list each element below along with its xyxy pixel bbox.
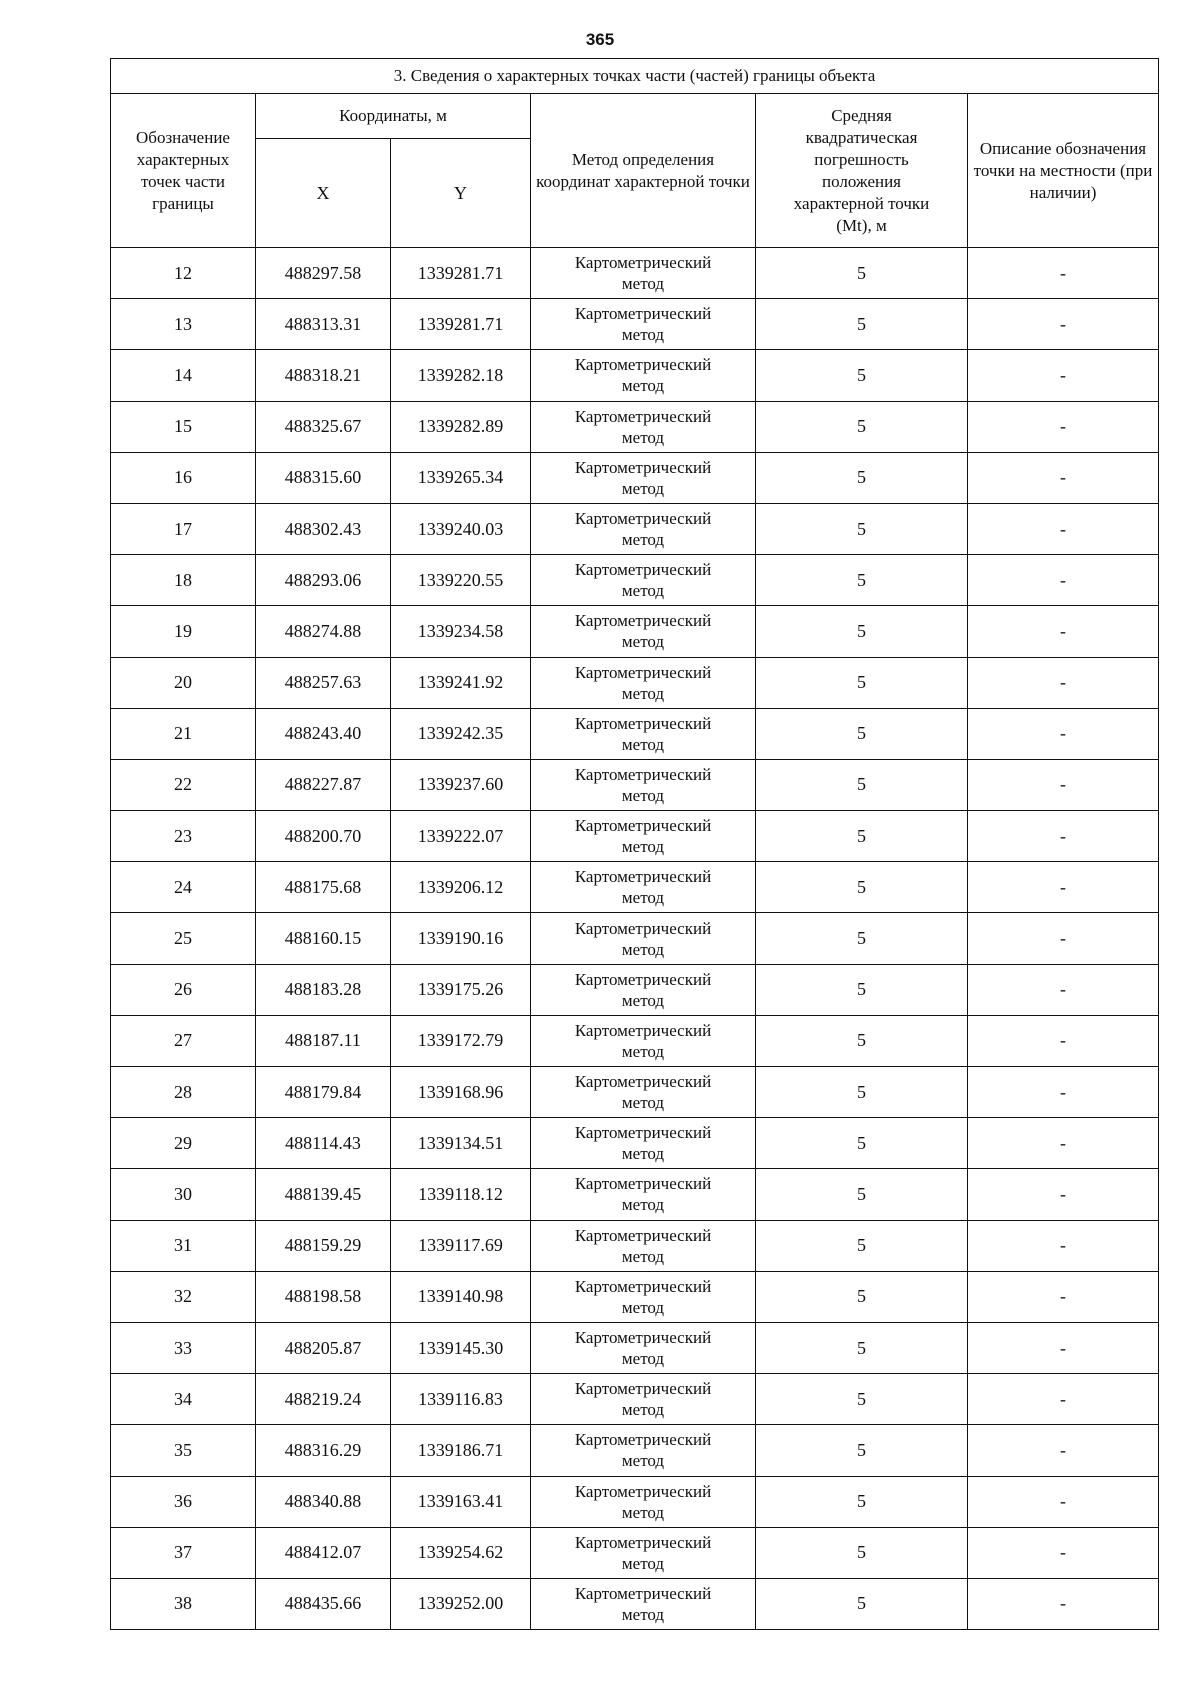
accuracy-cell: 5 (756, 1425, 968, 1476)
table-row (111, 1118, 1159, 1169)
table-row (111, 811, 1159, 862)
method-text-line: Картометрический (574, 816, 712, 836)
method-text-line: Картометрический (574, 560, 712, 580)
y-coordinate-cell: 1339220.55 (391, 555, 531, 606)
point-number-cell: 24 (111, 862, 256, 913)
y-coordinate-cell: 1339242.35 (391, 708, 531, 759)
description-cell: - (968, 1220, 1159, 1271)
method-text-line: метод (621, 1502, 665, 1522)
x-coordinate-cell: 488274.88 (256, 606, 391, 657)
x-coordinate-cell: 488160.15 (256, 913, 391, 964)
accuracy-cell: 5 (756, 1067, 968, 1118)
method-cell (531, 1322, 756, 1373)
y-coordinate-cell: 1339134.51 (391, 1118, 531, 1169)
method-text-line: Картометрический (574, 355, 712, 375)
table-row (111, 1067, 1159, 1118)
method-cell (531, 401, 756, 452)
method-text-line: Картометрический (574, 611, 712, 631)
table-row (111, 913, 1159, 964)
table-row (111, 1220, 1159, 1271)
method-cell (531, 1476, 756, 1527)
x-coordinate-cell: 488316.29 (256, 1425, 391, 1476)
method-text-line: метод (621, 1451, 665, 1471)
x-coordinate-cell: 488179.84 (256, 1067, 391, 1118)
point-number-cell: 14 (111, 350, 256, 401)
method-text-line: метод (621, 530, 665, 550)
method-cell (531, 350, 756, 401)
accuracy-cell: 5 (756, 1578, 968, 1629)
header-accuracy-line: Средняя (831, 105, 892, 125)
x-coordinate-cell: 488114.43 (256, 1118, 391, 1169)
description-cell: - (968, 1527, 1159, 1578)
method-cell (531, 862, 756, 913)
method-text-line: Картометрический (574, 304, 712, 324)
header-y: Y (391, 139, 531, 248)
header-accuracy (756, 94, 968, 248)
table-row (111, 708, 1159, 759)
y-coordinate-cell: 1339118.12 (391, 1169, 531, 1220)
header-coordinates: Координаты, м (256, 94, 531, 139)
x-coordinate-cell: 488219.24 (256, 1374, 391, 1425)
table-body (111, 248, 1159, 1630)
method-text-line: Картометрический (574, 662, 712, 682)
method-text-line: Картометрический (574, 1379, 712, 1399)
accuracy-cell: 5 (756, 248, 968, 299)
method-cell (531, 606, 756, 657)
method-text-line: Картометрический (574, 713, 712, 733)
y-coordinate-cell: 1339282.89 (391, 401, 531, 452)
description-cell: - (968, 657, 1159, 708)
method-cell (531, 1220, 756, 1271)
method-text-line: Картометрический (574, 1225, 712, 1245)
x-coordinate-cell: 488227.87 (256, 759, 391, 810)
point-number-cell: 12 (111, 248, 256, 299)
y-coordinate-cell: 1339234.58 (391, 606, 531, 657)
description-cell: - (968, 1067, 1159, 1118)
method-cell (531, 708, 756, 759)
description-cell: - (968, 248, 1159, 299)
y-coordinate-cell: 1339254.62 (391, 1527, 531, 1578)
method-cell (531, 913, 756, 964)
table-row (111, 503, 1159, 554)
x-coordinate-cell: 488297.58 (256, 248, 391, 299)
header-method: Метод определения координат характерной точки (531, 94, 756, 248)
description-cell: - (968, 503, 1159, 554)
header-accuracy-line: положения (821, 171, 901, 191)
accuracy-cell: 5 (756, 452, 968, 503)
method-text-line: Картометрический (574, 1430, 712, 1450)
y-coordinate-cell: 1339282.18 (391, 350, 531, 401)
accuracy-cell: 5 (756, 1169, 968, 1220)
method-cell (531, 759, 756, 810)
header-accuracy-line: характерной точки (793, 193, 930, 213)
y-coordinate-cell: 1339140.98 (391, 1271, 531, 1322)
accuracy-cell: 5 (756, 811, 968, 862)
header-accuracy-line: (Mt), м (836, 215, 887, 235)
point-number-cell: 27 (111, 1015, 256, 1066)
table-row (111, 1527, 1159, 1578)
method-cell (531, 1169, 756, 1220)
x-coordinate-cell: 488175.68 (256, 862, 391, 913)
point-number-cell: 32 (111, 1271, 256, 1322)
method-text-line: Картометрический (574, 1123, 712, 1143)
point-number-cell: 28 (111, 1067, 256, 1118)
table-row (111, 759, 1159, 810)
table-row (111, 1578, 1159, 1629)
accuracy-cell: 5 (756, 862, 968, 913)
point-number-cell: 25 (111, 913, 256, 964)
method-text-line: Картометрический (574, 1328, 712, 1348)
method-text-line: метод (621, 1093, 665, 1113)
accuracy-cell: 5 (756, 401, 968, 452)
point-number-cell: 37 (111, 1527, 256, 1578)
method-cell (531, 657, 756, 708)
method-text-line: метод (621, 478, 665, 498)
x-coordinate-cell: 488257.63 (256, 657, 391, 708)
point-number-cell: 30 (111, 1169, 256, 1220)
y-coordinate-cell: 1339206.12 (391, 862, 531, 913)
table-row (111, 862, 1159, 913)
point-number-cell: 19 (111, 606, 256, 657)
point-number-cell: 26 (111, 964, 256, 1015)
header-designation: Обозначение характерных точек части границы (111, 94, 256, 248)
method-text-line: метод (621, 939, 665, 959)
x-coordinate-cell: 488318.21 (256, 350, 391, 401)
method-text-line: метод (621, 1195, 665, 1215)
accuracy-cell: 5 (756, 1271, 968, 1322)
method-text-line: метод (621, 581, 665, 601)
x-coordinate-cell: 488200.70 (256, 811, 391, 862)
accuracy-cell: 5 (756, 657, 968, 708)
y-coordinate-cell: 1339237.60 (391, 759, 531, 810)
description-cell: - (968, 913, 1159, 964)
table-row (111, 350, 1159, 401)
method-cell (531, 503, 756, 554)
accuracy-cell: 5 (756, 759, 968, 810)
table-row (111, 1425, 1159, 1476)
point-number-cell: 18 (111, 555, 256, 606)
x-coordinate-cell: 488302.43 (256, 503, 391, 554)
description-cell: - (968, 350, 1159, 401)
method-cell (531, 811, 756, 862)
y-coordinate-cell: 1339240.03 (391, 503, 531, 554)
point-number-cell: 33 (111, 1322, 256, 1373)
y-coordinate-cell: 1339281.71 (391, 299, 531, 350)
method-text-line: Картометрический (574, 1276, 712, 1296)
method-text-line: метод (621, 1041, 665, 1061)
method-cell (531, 1015, 756, 1066)
point-number-cell: 29 (111, 1118, 256, 1169)
method-text-line: метод (621, 837, 665, 857)
page-number: 365 (585, 30, 615, 49)
method-text-line: метод (621, 1246, 665, 1266)
table-row (111, 452, 1159, 503)
accuracy-cell: 5 (756, 708, 968, 759)
method-text-line: метод (621, 376, 665, 396)
method-cell (531, 1271, 756, 1322)
x-coordinate-cell: 488159.29 (256, 1220, 391, 1271)
table-row (111, 401, 1159, 452)
description-cell: - (968, 759, 1159, 810)
method-text-line: метод (621, 427, 665, 447)
accuracy-cell: 5 (756, 1527, 968, 1578)
method-text-line: Картометрический (574, 457, 712, 477)
y-coordinate-cell: 1339281.71 (391, 248, 531, 299)
point-number-cell: 22 (111, 759, 256, 810)
description-cell: - (968, 1374, 1159, 1425)
y-coordinate-cell: 1339117.69 (391, 1220, 531, 1271)
accuracy-cell: 5 (756, 964, 968, 1015)
y-coordinate-cell: 1339190.16 (391, 913, 531, 964)
accuracy-cell: 5 (756, 350, 968, 401)
x-coordinate-cell: 488183.28 (256, 964, 391, 1015)
table-row (111, 1374, 1159, 1425)
table-row (111, 1322, 1159, 1373)
description-cell: - (968, 1578, 1159, 1629)
header-description: Описание обозначения точки на местности (при наличии) (968, 94, 1159, 248)
x-coordinate-cell: 488293.06 (256, 555, 391, 606)
x-coordinate-cell: 488205.87 (256, 1322, 391, 1373)
point-number-cell: 23 (111, 811, 256, 862)
method-text-line: метод (621, 325, 665, 345)
method-text-line: метод (621, 274, 665, 294)
description-cell: - (968, 1169, 1159, 1220)
method-text-line: метод (621, 1604, 665, 1624)
table-row (111, 555, 1159, 606)
method-cell (531, 1374, 756, 1425)
table-row (111, 1169, 1159, 1220)
point-number-cell: 21 (111, 708, 256, 759)
accuracy-cell: 5 (756, 913, 968, 964)
method-text-line: Картометрический (574, 764, 712, 784)
method-text-line: метод (621, 1297, 665, 1317)
method-cell (531, 964, 756, 1015)
point-number-cell: 34 (111, 1374, 256, 1425)
description-cell: - (968, 1425, 1159, 1476)
method-cell (531, 452, 756, 503)
x-coordinate-cell: 488198.58 (256, 1271, 391, 1322)
x-coordinate-cell: 488313.31 (256, 299, 391, 350)
accuracy-cell: 5 (756, 1015, 968, 1066)
x-coordinate-cell: 488340.88 (256, 1476, 391, 1527)
method-text-line: метод (621, 683, 665, 703)
method-text-line: Картометрический (574, 1583, 712, 1603)
method-text-line: метод (621, 990, 665, 1010)
method-text-line: Картометрический (574, 1481, 712, 1501)
accuracy-cell: 5 (756, 606, 968, 657)
method-text-line: метод (621, 1349, 665, 1369)
x-coordinate-cell: 488325.67 (256, 401, 391, 452)
method-cell (531, 1067, 756, 1118)
y-coordinate-cell: 1339163.41 (391, 1476, 531, 1527)
y-coordinate-cell: 1339222.07 (391, 811, 531, 862)
y-coordinate-cell: 1339186.71 (391, 1425, 531, 1476)
accuracy-cell: 5 (756, 503, 968, 554)
description-cell: - (968, 862, 1159, 913)
method-text-line: метод (621, 734, 665, 754)
description-cell: - (968, 606, 1159, 657)
table-title: 3. Сведения о характерных точках части (частей) границы объекта (111, 59, 1159, 94)
y-coordinate-cell: 1339252.00 (391, 1578, 531, 1629)
method-cell (531, 299, 756, 350)
description-cell: - (968, 1476, 1159, 1527)
description-cell: - (968, 452, 1159, 503)
method-text-line: метод (621, 1553, 665, 1573)
accuracy-cell: 5 (756, 1118, 968, 1169)
x-coordinate-cell: 488243.40 (256, 708, 391, 759)
method-cell (531, 1578, 756, 1629)
method-cell (531, 1527, 756, 1578)
table-row (111, 606, 1159, 657)
header-accuracy-line: квадратическая (805, 127, 918, 147)
method-cell (531, 1425, 756, 1476)
description-cell: - (968, 1015, 1159, 1066)
point-number-cell: 17 (111, 503, 256, 554)
point-number-cell: 20 (111, 657, 256, 708)
method-cell (531, 555, 756, 606)
point-number-cell: 36 (111, 1476, 256, 1527)
method-text-line: метод (621, 888, 665, 908)
y-coordinate-cell: 1339116.83 (391, 1374, 531, 1425)
point-number-cell: 38 (111, 1578, 256, 1629)
x-coordinate-cell: 488139.45 (256, 1169, 391, 1220)
description-cell: - (968, 964, 1159, 1015)
x-coordinate-cell: 488315.60 (256, 452, 391, 503)
method-text-line: Картометрический (574, 867, 712, 887)
table-row (111, 248, 1159, 299)
description-cell: - (968, 299, 1159, 350)
y-coordinate-cell: 1339168.96 (391, 1067, 531, 1118)
x-coordinate-cell: 488435.66 (256, 1578, 391, 1629)
table-row (111, 657, 1159, 708)
header-accuracy-line: погрешность (814, 149, 909, 169)
table-row (111, 1476, 1159, 1527)
header-x: X (256, 139, 391, 248)
method-text-line: Картометрический (574, 1174, 712, 1194)
method-text-line: Картометрический (574, 1072, 712, 1092)
description-cell: - (968, 555, 1159, 606)
method-text-line: Картометрический (574, 406, 712, 426)
method-text-line: Картометрический (574, 918, 712, 938)
x-coordinate-cell: 488412.07 (256, 1527, 391, 1578)
method-text-line: метод (621, 1144, 665, 1164)
point-number-cell: 16 (111, 452, 256, 503)
y-coordinate-cell: 1339145.30 (391, 1322, 531, 1373)
description-cell: - (968, 811, 1159, 862)
accuracy-cell: 5 (756, 1322, 968, 1373)
method-text-line: Картометрический (574, 1532, 712, 1552)
accuracy-cell: 5 (756, 1220, 968, 1271)
description-cell: - (968, 1271, 1159, 1322)
description-cell: - (968, 708, 1159, 759)
table-row (111, 1271, 1159, 1322)
method-text-line: Картометрический (574, 509, 712, 529)
table-row (111, 299, 1159, 350)
y-coordinate-cell: 1339241.92 (391, 657, 531, 708)
table-row (111, 1015, 1159, 1066)
method-text-line: Картометрический (574, 253, 712, 273)
boundary-points-table (110, 58, 1159, 1630)
description-cell: - (968, 401, 1159, 452)
description-cell: - (968, 1118, 1159, 1169)
accuracy-cell: 5 (756, 1374, 968, 1425)
y-coordinate-cell: 1339175.26 (391, 964, 531, 1015)
table-row (111, 964, 1159, 1015)
method-text-line: метод (621, 1400, 665, 1420)
accuracy-cell: 5 (756, 555, 968, 606)
method-text-line: Картометрический (574, 1020, 712, 1040)
method-text-line: Картометрический (574, 969, 712, 989)
accuracy-cell: 5 (756, 299, 968, 350)
method-cell (531, 248, 756, 299)
point-number-cell: 15 (111, 401, 256, 452)
accuracy-cell: 5 (756, 1476, 968, 1527)
method-text-line: метод (621, 785, 665, 805)
description-cell: - (968, 1322, 1159, 1373)
method-text-line: метод (621, 632, 665, 652)
point-number-cell: 13 (111, 299, 256, 350)
x-coordinate-cell: 488187.11 (256, 1015, 391, 1066)
method-cell (531, 1118, 756, 1169)
point-number-cell: 31 (111, 1220, 256, 1271)
point-number-cell: 35 (111, 1425, 256, 1476)
y-coordinate-cell: 1339172.79 (391, 1015, 531, 1066)
y-coordinate-cell: 1339265.34 (391, 452, 531, 503)
